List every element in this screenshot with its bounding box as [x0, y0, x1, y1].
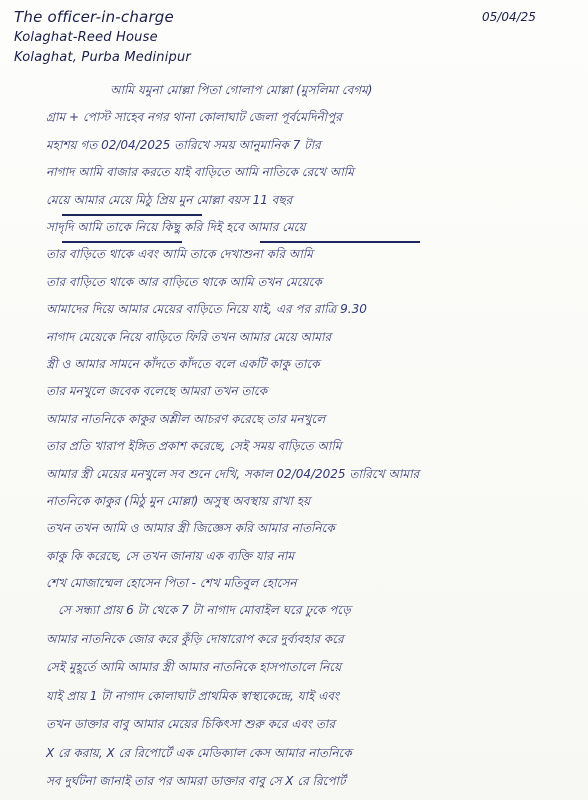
body-line-text: যাই প্রায় 1 টা নাগাদ কোলাঘাট প্রাথমিক স্বাস্থ্যকেন্দ্রে, যাই এবং: [46, 688, 340, 703]
body-line: [0, 242, 588, 272]
body-line: [0, 270, 588, 300]
body-line-text: গ্রাম + পোস্ট সাহেব নগর থানা কোলাঘাট জেলা পূর্বমেদিনীপুর: [46, 110, 342, 125]
body-line: [0, 462, 588, 492]
body-line: [0, 684, 588, 714]
body-line: [0, 325, 588, 355]
body-line-text: তখন ডাক্তার বাবু আমার মেয়ের চিকিৎসা শুরু করে এবং তার: [46, 717, 335, 731]
strike-mark: [260, 241, 420, 243]
body-line-text: শেখ মোজাম্মেল হোসেন পিতা - শেখ মতিবুল হোসেন: [46, 576, 297, 591]
body-line: [0, 489, 588, 519]
body-line: [0, 598, 588, 628]
body-line: [0, 297, 588, 327]
body-line-text: সব দুর্ঘটনা জানাই তার পর আমরা ডাক্তার বাবু সে X রে রিপোর্ট: [46, 774, 346, 788]
body-line-text: নাতনিকে কাকুর (মিঠু মুন মোল্লা) অসুস্থ অবস্থায় রাখা হয়: [46, 494, 311, 508]
body-line-text: আমার নাতনিকে কাকুর অশ্লীল আচরণ করেছে তার মনখুলে: [46, 411, 326, 426]
body-line-text: কাকু কি করেছে, সে তখন জানায় এক ব্যক্তি যার নাম: [46, 548, 294, 563]
body-line: [0, 769, 588, 799]
body-line: [0, 379, 588, 409]
body-line-text: তার বাড়িতে থাকে আর বাড়িতে থাকে আমি তখন মেয়েকে: [46, 274, 322, 289]
body-line-text: সেই মুহূর্তে আমি আমার স্ত্রী আমার নাতনিকে হাসপাতালে নিয়ে: [46, 660, 342, 674]
body-line-text: স্ত্রী ও আমার সামনে কাঁদতে কাঁদতে বলে একটি কাকু তাকে: [46, 357, 320, 371]
body-line-text: আমি যমুনা মোল্লা পিতা গোলাপ মোল্লা (মুসলিমা বেগম): [110, 83, 373, 97]
body-line: [0, 741, 588, 771]
body-line: [0, 571, 588, 601]
body-line: [0, 407, 588, 437]
body-line-text: নাগাদ মেয়েকে নিয়ে বাড়িতে ফিরি তখন আমার মেয়ে আমার: [46, 329, 332, 344]
body-line-text: আমার স্ত্রী মেয়ের মনখুলে সব শুনে দেখি, সকাল 02/04/2025 তারিখে আমার: [46, 466, 420, 481]
body-line: [0, 712, 588, 742]
body-line: [0, 133, 588, 163]
body-line: [0, 544, 588, 574]
body-line-text: তার বাড়িতে থাকে এবং আমি তাকে দেখাশুনা করি আমি: [46, 247, 313, 262]
recipient-line-2: Kolaghat-Reed House: [14, 30, 158, 45]
body-line: [0, 516, 588, 546]
body-line-text: তার মনখুলে জবেক বলেছে আমরা তখন তাকে: [46, 384, 268, 399]
body-line-text: তার প্রতি খারাপ ইঙ্গিত প্রকাশ করেছে, সেই সময় বাড়িতে আমি: [46, 439, 342, 454]
body-line-text: নাগাদ আমি বাজার করতে যাই বাড়িতে আমি নাতিকে রেখে আমি: [46, 165, 354, 180]
body-line: [0, 434, 588, 464]
body-line: [0, 655, 588, 685]
body-line-text: তখন তখন আমি ও আমার স্ত্রী জিজ্ঞেস করি আমার নাতনিকে: [46, 521, 335, 536]
body-line-text: মহাশয় গত 02/04/2025 তারিখে সময় আনুমানিক 7 টার: [46, 137, 321, 152]
body-line: [0, 160, 588, 190]
body-line: [0, 627, 588, 657]
body-line-text: আমাদের দিয়ে আমার মেয়ের বাড়িতে নিয়ে যাই, এর পর রাত্রি 9.30: [46, 302, 367, 317]
body-line-text: সাদৃদি আমি তাকে নিয়ে কিছু করি দিই হবে আমার মেয়ে: [46, 220, 306, 234]
strike-mark: [62, 241, 182, 243]
letter-date: 05/04/25: [482, 10, 536, 24]
body-line: [0, 105, 588, 135]
body-line: [0, 78, 588, 108]
body-line-text: আমার নাতনিকে জোর করে কুঁড়ি দোষারোপ করে দুর্ব্যবহার করে: [46, 631, 344, 646]
body-line-text: সে সন্ধ্যা প্রায় 6 টা থেকে 7 টা নাগাদ মোবাইল ঘরে ঢুকে পড়ে: [58, 603, 351, 617]
strike-mark: [62, 214, 202, 216]
recipient-line-1: The officer-in-charge: [14, 8, 174, 26]
body-line-text: মেয়ে আমার মেয়ে মিঠু প্রিয় মুন মোল্লা বয়স 11 বছর: [46, 192, 293, 207]
body-line-text: X রে করায়, X রে রিপোর্টে এক মেডিক্যাল কেস আমার নাতনিকে: [46, 745, 352, 760]
recipient-line-3: Kolaghat, Purba Medinipur: [14, 50, 191, 65]
body-line: [0, 352, 588, 382]
